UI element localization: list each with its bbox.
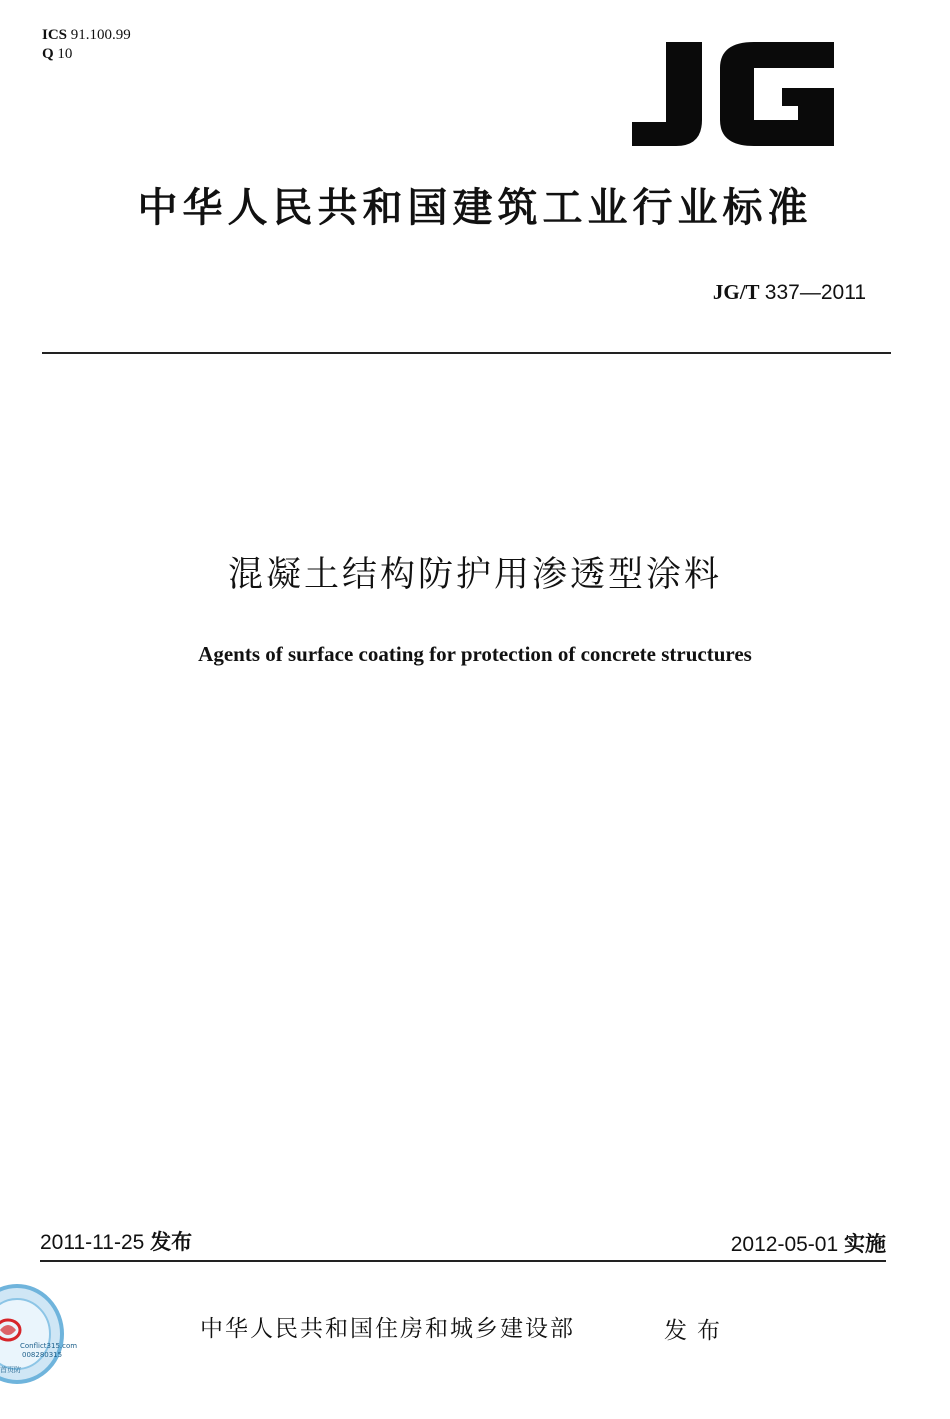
issue-word: 发布: [150, 1230, 193, 1254]
jg-logo: [632, 42, 834, 146]
top-divider: [42, 352, 891, 354]
publisher: 中华人民共和国住房和城乡建设部: [200, 1316, 575, 1342]
svg-text:首页防: 首页防: [0, 1366, 21, 1374]
publish-word: 发布: [664, 1318, 730, 1344]
ccs-line: [42, 45, 131, 64]
svg-text:008280315: 008280315: [22, 1351, 63, 1359]
ics-line: [42, 26, 131, 45]
ccs-code: 10: [57, 46, 73, 62]
anti-counterfeit-seal: [0, 1284, 78, 1384]
standard-number: [713, 280, 866, 305]
implement-date: 2012-05-01: [730, 1233, 839, 1256]
english-title: Agents of surface coating for protection of concrete structures: [198, 642, 752, 666]
bottom-divider: [40, 1260, 886, 1262]
issue-date-line: [40, 1226, 192, 1256]
svg-text:Conflict315.com: Conflict315.com: [20, 1342, 78, 1350]
classification-codes: [42, 26, 131, 64]
standard-prefix: JG/T: [712, 280, 760, 304]
ics-code: 91.100.99: [70, 27, 131, 43]
issue-date: 2011-11-25: [40, 1231, 145, 1254]
standard-number-value: 337—2011: [764, 281, 866, 304]
chinese-title: 混凝土结构防护用渗透型涂料: [227, 555, 722, 595]
standard-body-title: 中华人民共和国建筑工业行业标准: [137, 185, 813, 231]
ics-label: ICS: [42, 27, 68, 43]
implement-date-line: [731, 1228, 886, 1258]
implement-word: 实施: [844, 1232, 886, 1256]
ccs-label: Q: [42, 46, 54, 62]
